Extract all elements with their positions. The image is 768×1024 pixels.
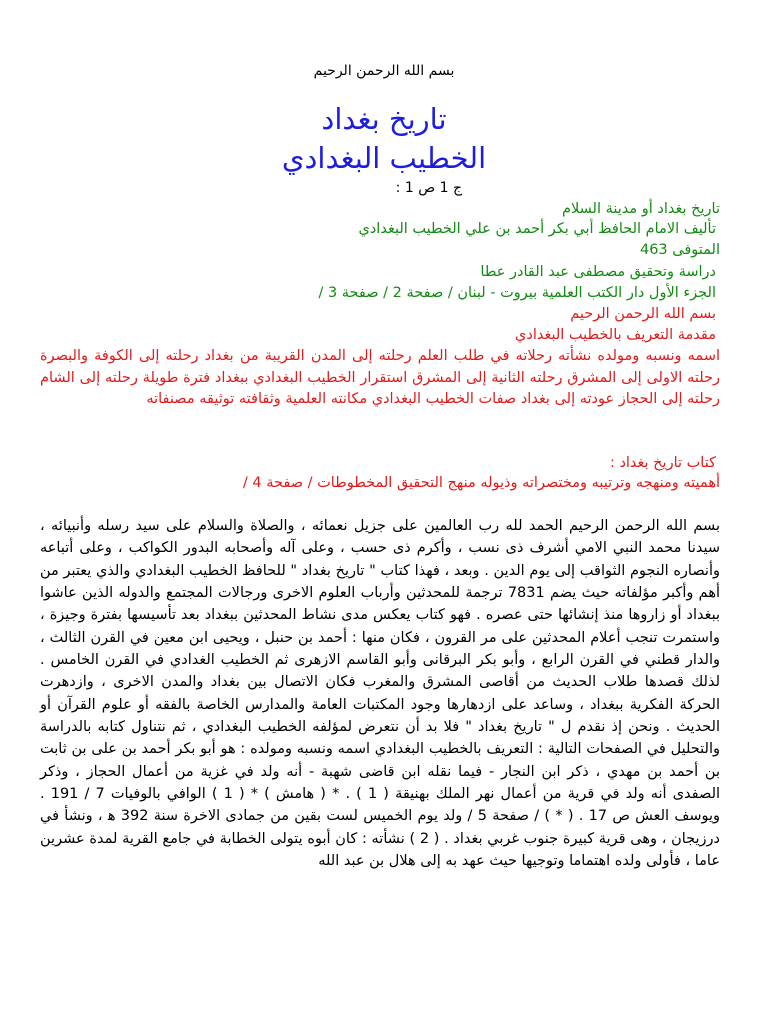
volume-page-marker: ج 1 ص 1 :	[395, 180, 462, 196]
book-title: تاريخ بغداد	[321, 102, 447, 136]
body-paragraph: بسم الله الرحمن الرحيم الحمد لله رب العالمين على جزيل نعمائه ، والصلاة والسلام على سيد رسله وأنبيائه ، سيدنا محمد النبي الامي أشرف ذى نسب ، وأكرم ذى حسب ، وعلى آله وأصحابه البدور الكواكب ، وعلى أتباعه وأنصاره النجوم الثواقب إلى يوم الدين . وبعد ، فهذا كتاب " تاريخ بغداد " للحافظ الخطيب البغدادي والذي يعتبر من أهم وأكبر مؤلفاته حيث يضم 7831 ترجمة للمحدثين وأرباب العلوم الاخرى ورجالات المجتمع والدوله الذين عاشوا ببغداد أو زاروها منذ إنشائها حتى عصره . فهو كتاب يعكس مدى نشاط المحدثين ببغداد بعد تأسيسها بفترة وجيزة ، واستمرت تنجب أعلام المحدثين على مر القرون ، فكان منها : أحمد بن حنبل ، ويحيى ابن معين في القرن الثالث ، والدار قطني في القرن الرابع ، وأبو بكر البرقانى وأبو القاسم الازهرى ثم الخطيب الغدادي في القرن الخامس . لذلك قصدها طلاب الحديث من أقاصى المشرق والمغرب فكان الاتصال بين بغداد والمدن الاخرى ، وازدهرت الحركة الفكرية ببغداد ، وساعد على ازدهارها وجود المكتبات العامة والمدارس الخاصة بالفقه أو علوم القرآن أو الحديث . ونحن إذ نقدم ل " تاريخ بغداد " فلا بد أن نتعرض لمؤلفه الخطيب البغدادي ، ثم نتناول كتابه بالدراسة والتحليل في الصفحات التالية : التعريف بالخطيب البغدادي اسمه ونسبه ومولده : هو أبو بكر أحمد بن على بن ثابت بن أحمد بن مهدي ، ذكر ابن النجار - فيما نقله ابن قاضى شهبة - أنه ولد في غزية من أعمال الحجاز ، وذكر الصفدى أنه ولد في قرية من أعمال نهر الملك بهنيقة ( 1 ) . * ( هامش ) * ( 1 ) الوافي بالوفيات 7 / 191 . ويوسف العش ص 17 . ( * ) / صفحة 5 / ولد يوم الخميس لست بقين من جمادى الاخرة سنة 392 ه‍ ، ونشأ في درزيجان ، وهى قرية كبيرة جنوب غربي بغداد . ( 2 ) نشأته : كان أبوه يتولى الخطابة في جامع القرية لمدة عشرين عاما ، فأولى ولده اهتماما وتوجيها حيث عهد به إلى هلال بن عبد الله	[40, 518, 721, 870]
intro-heading: مقدمة التعريف بالخطيب البغدادي	[515, 327, 716, 343]
contents-description: اسمه ونسبه ومولده نشأته رحلاته في طلب العلم رحلته إلى المدن القريبة من بغداد رحلته إلى الكوفة والبصرة رحلته الاولى إلى المشرق رحلته الثانية إلى المشرق استقرار الخطيب البغدادي ببغداد فترة طويلة رحلته إلى الشام رحلته إلى الحجاز عودته إلى بغداد صفات الخطيب البغدادي مكانته العلمية وثقافته توثيقه مصنفاته	[40, 348, 720, 407]
book-topics: أهميته ومنهجه وترتيبه ومختصراته وذيوله منهج التحقيق المخطوطات / صفحة 4 /	[242, 475, 720, 491]
death-year: المتوفى 463	[639, 242, 720, 258]
book-heading: كتاب تاريخ بغداد :	[609, 455, 716, 471]
publication-line: الجزء الأول دار الكتب العلمية بيروت - لبنان / صفحة 2 / صفحة 3 /	[318, 285, 716, 301]
editor-line: دراسة وتحقيق مصطفى عبد القادر عطا	[480, 264, 716, 280]
author-title: الخطيب البغدادي	[281, 141, 487, 175]
bismillah-red: بسم الله الرحمن الرحيم	[570, 306, 716, 322]
author-line: تأليف الامام الحافظ أبي بكر أحمد بن علي الخطيب البغدادي	[358, 221, 716, 237]
bismillah-header: بسم الله الرحمن الرحيم	[313, 63, 455, 79]
book-name: تاريخ بغداد أو مدينة السلام	[561, 201, 720, 217]
